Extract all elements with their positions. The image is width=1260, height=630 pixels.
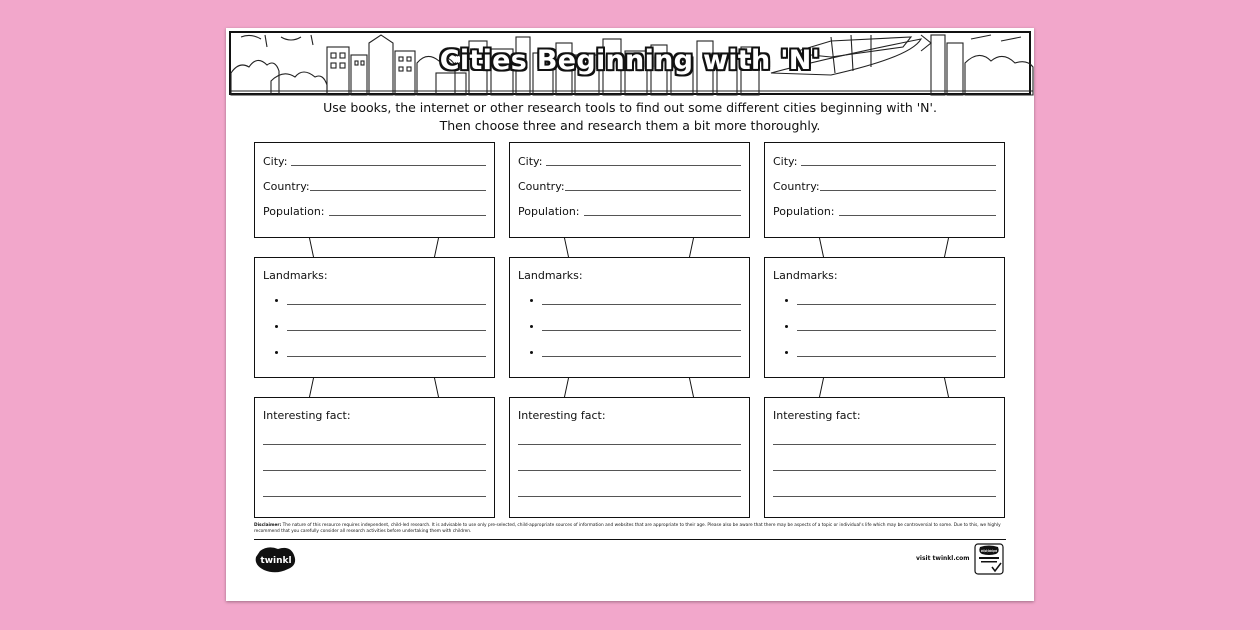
city-label: City: xyxy=(773,155,798,168)
quality-badge-icon xyxy=(974,543,1004,575)
city-answer-line[interactable] xyxy=(546,165,741,166)
bullet-icon xyxy=(530,299,533,302)
country-answer-line[interactable] xyxy=(310,190,486,191)
landmarks-label: Landmarks: xyxy=(263,269,328,282)
bullet-icon xyxy=(785,325,788,328)
connector-line xyxy=(689,378,694,397)
landmarks-box xyxy=(509,257,750,378)
fact-answer-line[interactable] xyxy=(773,470,996,471)
connector-line xyxy=(434,238,439,257)
fact-answer-line[interactable] xyxy=(773,496,996,497)
country-label: Country: xyxy=(263,180,310,193)
connector-line xyxy=(309,238,314,257)
bullet-icon xyxy=(530,351,533,354)
country-answer-line[interactable] xyxy=(565,190,741,191)
fact-label: Interesting fact: xyxy=(773,409,861,422)
disclaimer-heading: Disclaimer: xyxy=(254,523,282,528)
population-answer-line[interactable] xyxy=(329,215,486,216)
fact-answer-line[interactable] xyxy=(263,496,486,497)
instructions-line-2: Then choose three and research them a bit more thoroughly. xyxy=(439,118,821,133)
bullet-icon xyxy=(275,299,278,302)
logo-text: twinkl xyxy=(260,556,292,566)
landmark-answer-line[interactable] xyxy=(797,330,996,331)
fact-answer-line[interactable] xyxy=(263,444,486,445)
connector-line xyxy=(819,238,824,257)
landmark-answer-line[interactable] xyxy=(542,330,741,331)
city-label: City: xyxy=(263,155,288,168)
connector-line xyxy=(564,238,569,257)
disclaimer xyxy=(254,523,1006,535)
country-answer-line[interactable] xyxy=(820,190,996,191)
twinkl-logo xyxy=(254,545,298,573)
fact-box xyxy=(509,397,750,518)
bullet-icon xyxy=(275,325,278,328)
population-label: Population: xyxy=(518,205,580,218)
city-details-box xyxy=(509,142,750,238)
landmark-answer-line[interactable] xyxy=(542,304,741,305)
connector-line xyxy=(944,238,949,257)
bullet-icon xyxy=(785,299,788,302)
connector-line xyxy=(309,378,314,397)
landmark-answer-line[interactable] xyxy=(797,304,996,305)
fact-answer-line[interactable] xyxy=(773,444,996,445)
worksheet-page xyxy=(226,28,1034,601)
bullet-icon xyxy=(275,351,278,354)
worksheet-title: Cities Beginning with 'N' xyxy=(439,45,821,76)
visit-link[interactable]: visit twinkl.com xyxy=(916,555,970,562)
city-label: City: xyxy=(518,155,543,168)
fact-answer-line[interactable] xyxy=(263,470,486,471)
landmark-answer-line[interactable] xyxy=(287,330,486,331)
connector-line xyxy=(434,378,439,397)
landmarks-box xyxy=(764,257,1005,378)
fact-answer-line[interactable] xyxy=(518,444,741,445)
landmark-answer-line[interactable] xyxy=(287,356,486,357)
badge-text: twinkl Quality Standard Approved xyxy=(981,549,998,553)
population-label: Population: xyxy=(263,205,325,218)
fact-label: Interesting fact: xyxy=(518,409,606,422)
country-label: Country: xyxy=(518,180,565,193)
footer-divider xyxy=(254,539,1006,540)
fact-label: Interesting fact: xyxy=(263,409,351,422)
population-answer-line[interactable] xyxy=(584,215,741,216)
landmarks-label: Landmarks: xyxy=(773,269,838,282)
city-details-box xyxy=(254,142,495,238)
fact-answer-line[interactable] xyxy=(518,496,741,497)
population-label: Population: xyxy=(773,205,835,218)
landmarks-box xyxy=(254,257,495,378)
landmark-answer-line[interactable] xyxy=(797,356,996,357)
instructions-line-1: Use books, the internet or other research tools to find out some different cities beginning with 'N'. xyxy=(323,100,937,115)
population-answer-line[interactable] xyxy=(839,215,996,216)
bullet-icon xyxy=(530,325,533,328)
city-answer-line[interactable] xyxy=(291,165,486,166)
connector-line xyxy=(819,378,824,397)
landmark-answer-line[interactable] xyxy=(287,304,486,305)
disclaimer-text: The nature of this resource requires independent, child-led research. It is advisable to use only pre-selected, child-appropriate sources of information and websites that are appropriate to their age. Please also be aware that there may be aspects of a topic or individual's life which may be controversial to some. Due to this, we highly recommend that you carefully consider all research activities before undertaking them with children. xyxy=(254,523,1001,534)
city-details-box xyxy=(764,142,1005,238)
connector-line xyxy=(564,378,569,397)
bullet-icon xyxy=(785,351,788,354)
fact-box xyxy=(764,397,1005,518)
landmarks-label: Landmarks: xyxy=(518,269,583,282)
city-answer-line[interactable] xyxy=(801,165,996,166)
fact-answer-line[interactable] xyxy=(518,470,741,471)
header-banner xyxy=(229,31,1031,95)
fact-box xyxy=(254,397,495,518)
connector-line xyxy=(689,238,694,257)
connector-line xyxy=(944,378,949,397)
country-label: Country: xyxy=(773,180,820,193)
landmark-answer-line[interactable] xyxy=(542,356,741,357)
